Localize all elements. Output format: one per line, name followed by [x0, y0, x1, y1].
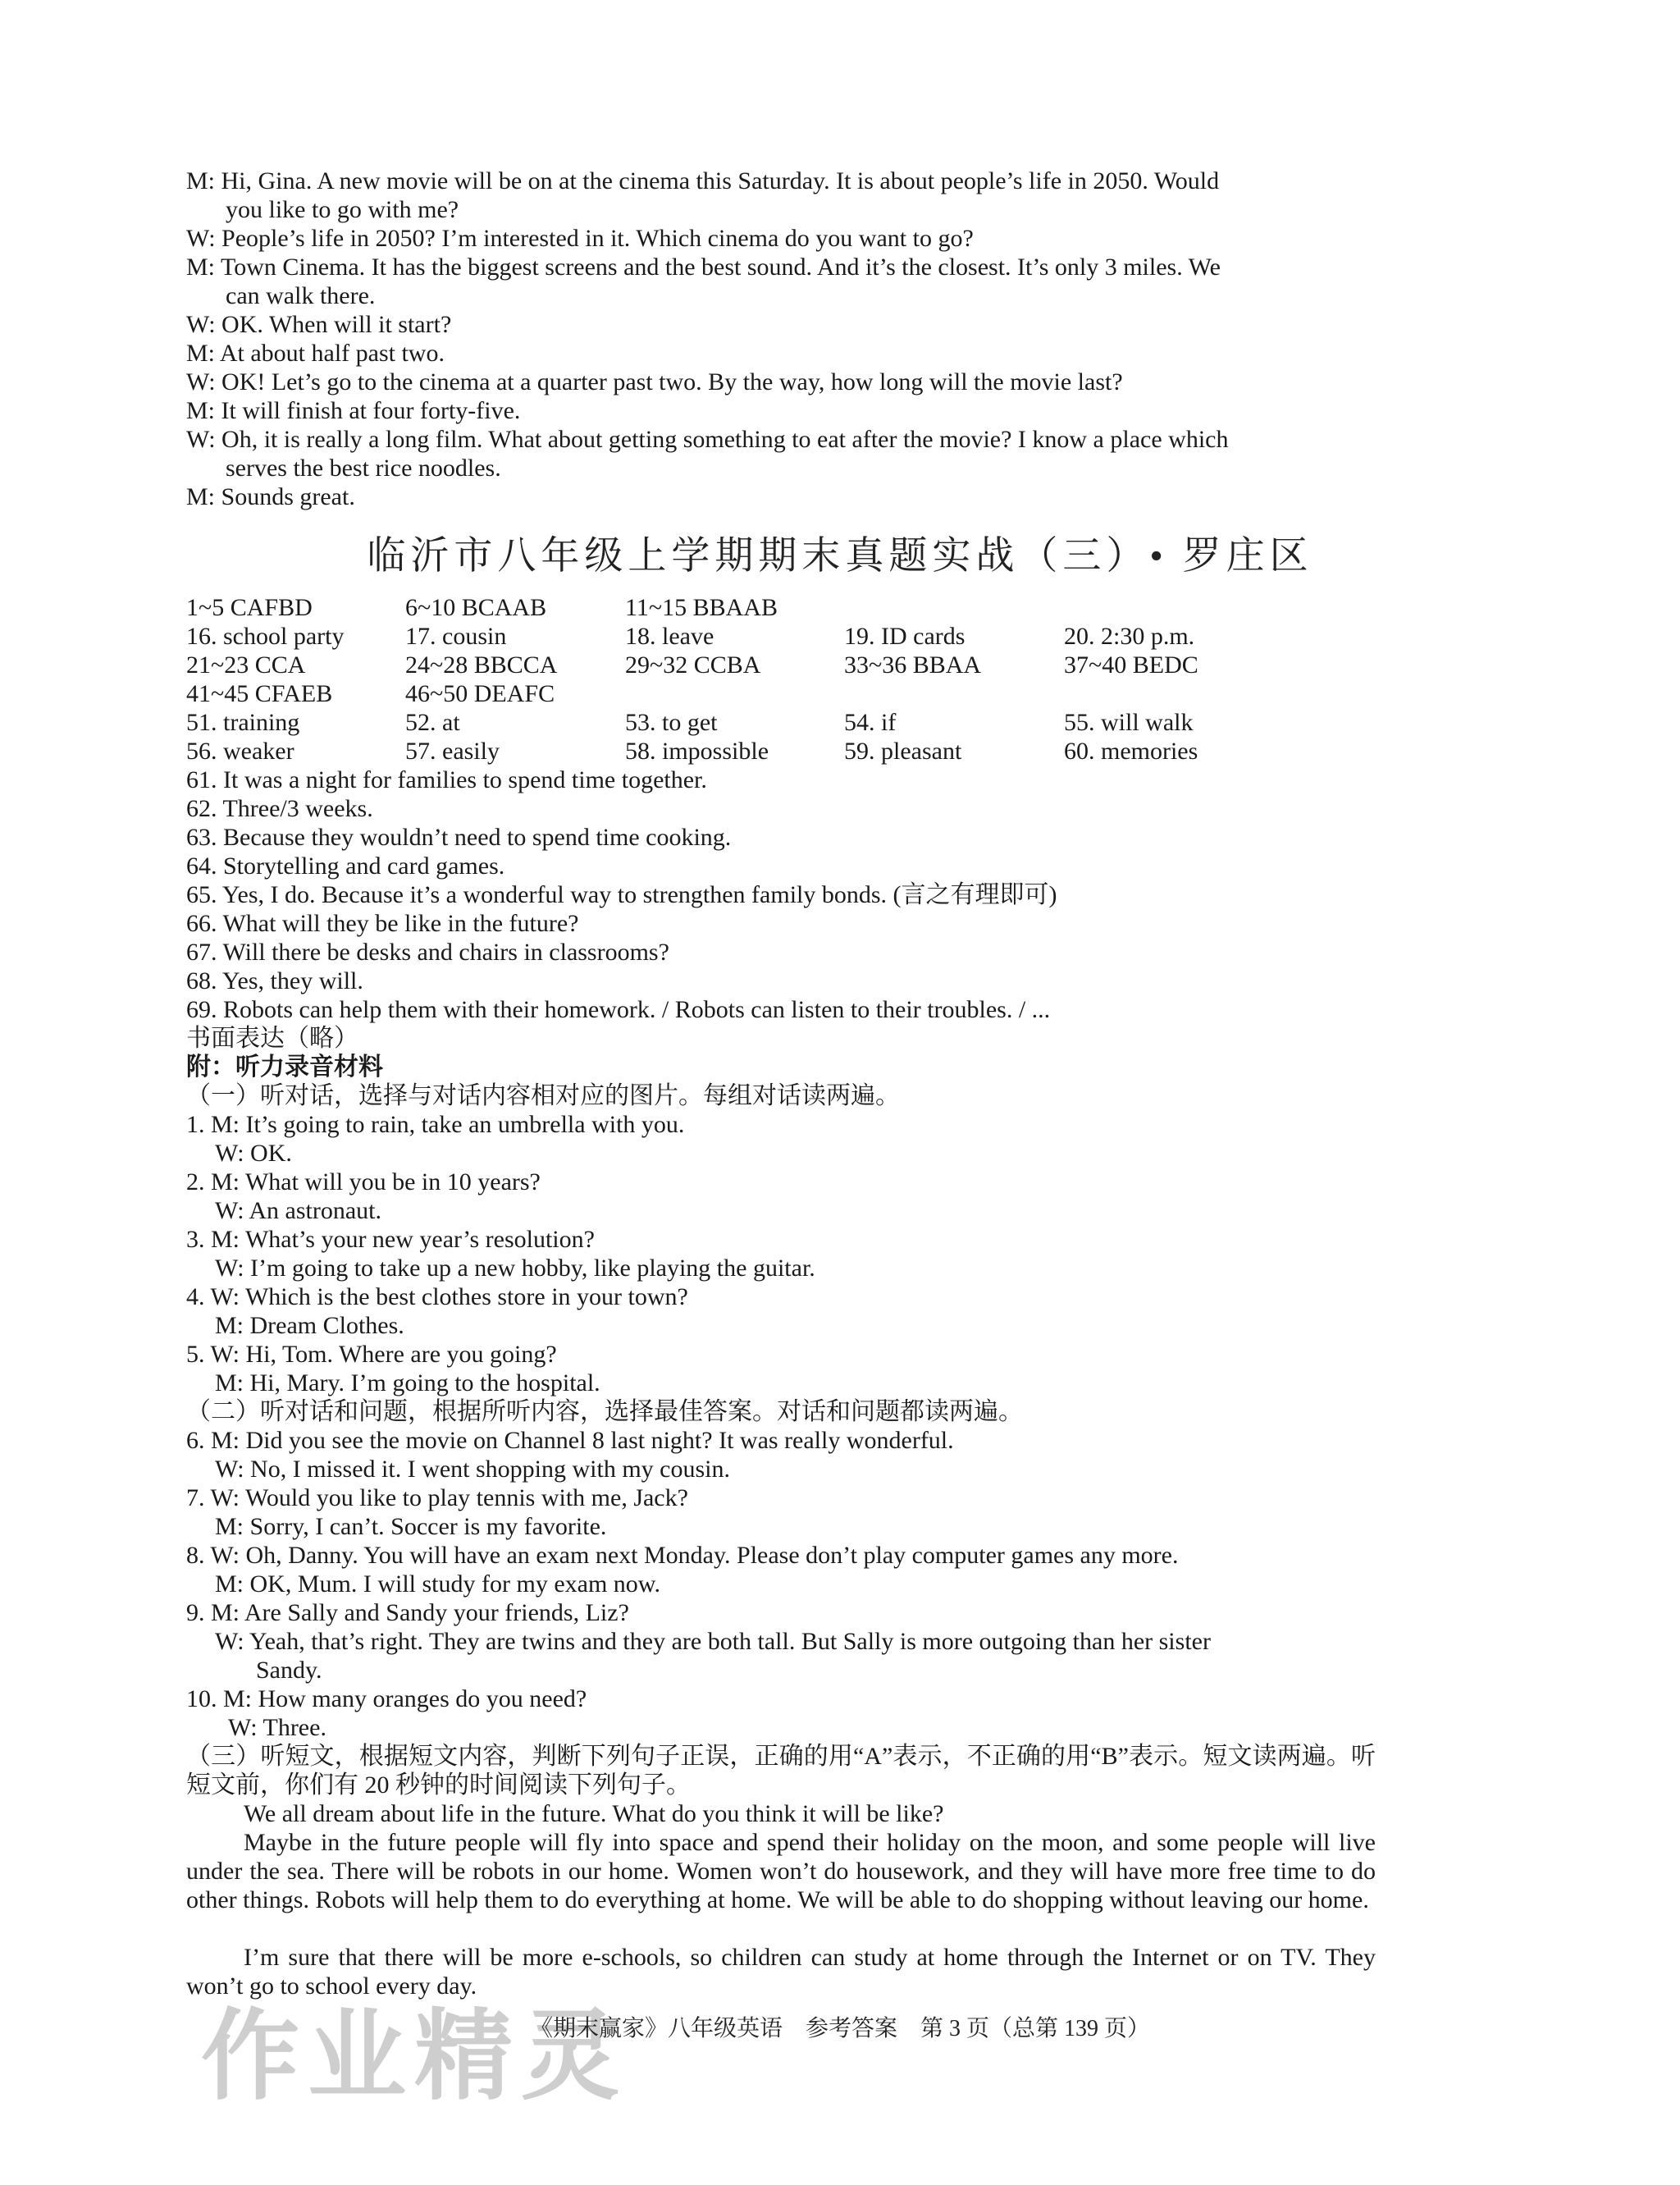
dialogue-line: W: Oh, it is really a long film. What about getting something to eat after the movie? I know a place which	[186, 426, 1229, 453]
dialogue-answer: M: OK, Mum. I will study for my exam now.	[215, 1570, 661, 1598]
dialogue-line: M: Hi, Gina. A new movie will be on at the cinema this Saturday. It is about people’s life in 2050. Would	[186, 167, 1220, 194]
dialogue-question: 1. M: It’s going to rain, take an umbrella with you.	[186, 1111, 685, 1138]
answer-cell: 11~15 BBAAB	[625, 594, 778, 621]
dialogue-answer: W: Three.	[228, 1714, 326, 1741]
dialogue-question: 4. W: Which is the best clothes store in your town?	[186, 1283, 688, 1310]
answer-cell: 33~36 BBAA	[844, 651, 982, 679]
dialogue-answer: M: Hi, Mary. I’m going to the hospital.	[215, 1369, 600, 1396]
passage-paragraph: Maybe in the future people will fly into space and spend their holiday on the moon, and some people will live under the sea. There will be robots in our home. Women won’t do housework, and they will have more free time to do other things. Robots will help them to do everything at home. We will be able to do shopping without leaving our home.	[186, 1829, 1376, 1913]
dialogue-question: 9. M: Are Sally and Sandy your friends, Liz?	[186, 1599, 629, 1626]
answer-line: 66. What will they be like in the future?	[186, 910, 579, 937]
part2-instruction: （二）听对话和问题，根据所听内容，选择最佳答案。对话和问题都读两遍。	[186, 1398, 1023, 1425]
dialogue-question: 2. M: What will you be in 10 years?	[186, 1168, 541, 1195]
answer-line: 68. Yes, they will.	[186, 967, 363, 994]
answer-cell: 54. if	[844, 709, 897, 736]
dialogue-line: M: It will finish at four forty-five.	[186, 397, 521, 424]
dialogue-answer: M: Sorry, I can’t. Soccer is my favorite.	[215, 1513, 607, 1540]
answer-cell: 37~40 BEDC	[1064, 651, 1198, 679]
appendix-title: 附：听力录音材料	[186, 1054, 383, 1081]
passage-paragraph: We all dream about life in the future. What do you think it will be like?	[244, 1800, 944, 1827]
dialogue-question: 3. M: What’s your new year’s resolution?	[186, 1226, 595, 1253]
answer-cell: 56. weaker	[186, 738, 294, 765]
dialogue-question: 7. W: Would you like to play tennis with me, Jack?	[186, 1484, 688, 1511]
answer-line: 63. Because they wouldn’t need to spend time cooking.	[186, 824, 732, 851]
answer-cell: 29~32 CCBA	[625, 651, 761, 679]
dialogue-line: W: People’s life in 2050? I’m interested in it. Which cinema do you want to go?	[186, 225, 974, 252]
answer-cell: 19. ID cards	[844, 623, 966, 650]
section-title: 临沂市八年级上学期期末真题实战（三）• 罗庄区	[367, 535, 1313, 578]
answer-cell: 16. school party	[186, 623, 345, 650]
dialogue-question: 5. W: Hi, Tom. Where are you going?	[186, 1341, 557, 1368]
answer-cell: 52. at	[405, 709, 460, 736]
answer-line: 67. Will there be desks and chairs in classrooms?	[186, 939, 669, 966]
answer-cell: 60. memories	[1064, 738, 1198, 765]
dialogue-line: M: Town Cinema. It has the biggest screens and the best sound. And it’s the closest. It’s only 3 miles. We	[186, 254, 1221, 281]
answer-cell: 46~50 DEAFC	[405, 680, 555, 707]
part3-instruction: （三）听短文，根据短文内容，判断下列句子正误，正确的用“A”表示，不正确的用“B”表示。短文读两遍。听短文前，你们有 20 秒钟的时间阅读下列句子。	[186, 1743, 1376, 1799]
dialogue-question: 8. W: Oh, Danny. You will have an exam next Monday. Please don’t play computer games any more.	[186, 1542, 1179, 1569]
dialogue-answer-cont: Sandy.	[256, 1657, 322, 1684]
dialogue-question: 6. M: Did you see the movie on Channel 8 last night? It was really wonderful.	[186, 1427, 954, 1454]
dialogue-answer: W: An astronaut.	[215, 1197, 382, 1224]
answer-line: 61. It was a night for families to spend time together.	[186, 766, 707, 793]
answer-line: 65. Yes, I do. Because it’s a wonderful way to strengthen family bonds. (言之有理即可)	[186, 881, 1057, 908]
answer-line: 69. Robots can help them with their homework. / Robots can listen to their troubles. / ...	[186, 996, 1051, 1023]
dialogue-answer: W: Yeah, that’s right. They are twins and they are both tall. But Sally is more outgoing than her sister	[215, 1628, 1211, 1655]
writing-note: 书面表达（略）	[186, 1025, 358, 1052]
answer-cell: 20. 2:30 p.m.	[1064, 623, 1195, 650]
answer-cell: 51. training	[186, 709, 300, 736]
dialogue-line: serves the best rice noodles.	[226, 455, 501, 482]
answer-line: 64. Storytelling and card games.	[186, 853, 505, 880]
dialogue-line: W: OK. When will it start?	[186, 311, 452, 338]
answer-cell: 59. pleasant	[844, 738, 962, 765]
passage-paragraph: I’m sure that there will be more e-schools, so children can study at home through the Internet or on TV. They won’t go to school every day.	[186, 1944, 1376, 2000]
answer-cell: 1~5 CAFBD	[186, 594, 313, 621]
part1-instruction: （一）听对话，选择与对话内容相对应的图片。每组对话读两遍。	[186, 1082, 900, 1109]
dialogue-answer: W: No, I missed it. I went shopping with my cousin.	[215, 1456, 731, 1483]
dialogue-line: W: OK! Let’s go to the cinema at a quarter past two. By the way, how long will the movie last?	[186, 368, 1123, 395]
watermark: 作业精灵	[201, 2002, 628, 2111]
answer-cell: 55. will walk	[1064, 709, 1194, 736]
answer-cell: 58. impossible	[625, 738, 769, 765]
answer-cell: 18. leave	[625, 623, 714, 650]
answer-cell: 17. cousin	[405, 623, 507, 650]
dialogue-line: M: At about half past two.	[186, 340, 445, 367]
dialogue-line: can walk there.	[226, 282, 376, 309]
dialogue-line: M: Sounds great.	[186, 483, 355, 510]
page-footer: 《期末赢家》八年级英语 参考答案 第 3 页（总第 139 页）	[529, 2016, 1150, 2041]
answer-cell: 6~10 BCAAB	[405, 594, 547, 621]
dialogue-question: 10. M: How many oranges do you need?	[186, 1685, 587, 1712]
dialogue-answer: W: OK.	[215, 1140, 292, 1167]
dialogue-line: you like to go with me?	[226, 196, 459, 223]
dialogue-answer: M: Dream Clothes.	[215, 1312, 404, 1339]
answer-cell: 21~23 CCA	[186, 651, 306, 679]
answer-cell: 24~28 BBCCA	[405, 651, 558, 679]
answer-cell: 53. to get	[625, 709, 718, 736]
answer-cell: 41~45 CFAEB	[186, 680, 333, 707]
dialogue-answer: W: I’m going to take up a new hobby, like playing the guitar.	[215, 1255, 815, 1282]
answer-cell: 57. easily	[405, 738, 500, 765]
answer-line: 62. Three/3 weeks.	[186, 795, 373, 822]
